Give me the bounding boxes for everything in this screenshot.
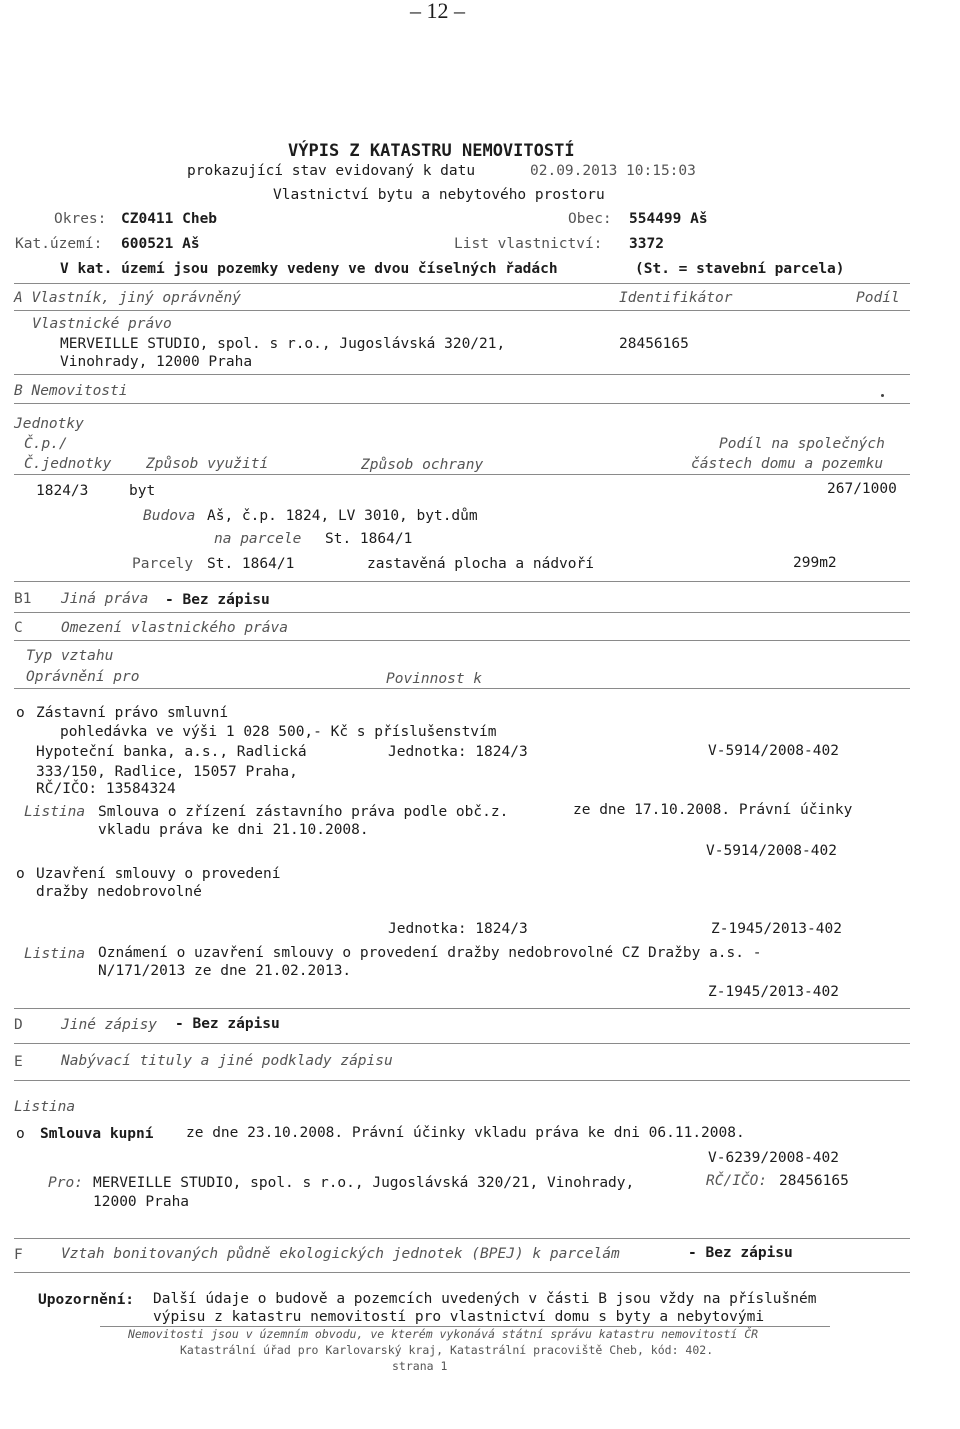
col-use: Způsob využití: [146, 456, 269, 472]
for-label: Pro:: [48, 1175, 83, 1191]
lien-doc-line-2: vkladu práva ke dni 21.10.2008.: [98, 822, 369, 838]
jurisdiction-note: Nemovitosti jsou v územním obvodu, ve kterém vykonává státní správu katastru nemovitostí ČR: [128, 1327, 759, 1341]
section-e-doc-label: Listina: [14, 1099, 76, 1115]
section-b1-value: - Bez zápisu: [165, 592, 270, 608]
office-line: Katastrální úřad pro Karlovarský kraj, Katastrální pracoviště Cheb, kód: 402.: [180, 1343, 714, 1357]
unit-number: 1824/3: [36, 483, 89, 499]
divider: [14, 612, 910, 613]
page-number: – 12 –: [410, 0, 465, 23]
bullet: o: [16, 866, 25, 882]
scan-speck: [881, 394, 884, 397]
lien-doc-line-1: Smlouva o zřízení zástavního práva podle obč.z.: [98, 804, 509, 820]
document-title: VÝPIS Z KATASTRU NEMOVITOSTÍ: [288, 141, 575, 161]
okres-value: CZ0411 Cheb: [121, 211, 218, 227]
divider: [14, 1080, 910, 1081]
auction-ref: Z-1945/2013-402: [711, 921, 842, 937]
col-share-1: Podíl na společných: [719, 436, 885, 452]
parcel-label: na parcele: [214, 531, 302, 547]
col-cp: Č.p./: [24, 436, 68, 452]
auction-title-1: Uzavření smlouvy o provedení: [36, 866, 281, 882]
ico-value: 28456165: [779, 1173, 849, 1189]
lien-title: Zástavní právo smluvní: [36, 705, 229, 721]
divider: [14, 640, 910, 641]
divider: [14, 688, 910, 689]
warning-line-1: Další údaje o budově a pozemcích uvedených v části B jsou vždy na příslušném: [153, 1291, 817, 1307]
divider: [14, 581, 910, 582]
section-b1-letter: B1: [14, 591, 32, 607]
lien-doc-label: Listina: [24, 804, 86, 820]
page-label: strana 1: [392, 1359, 448, 1373]
lv-value: 3372: [629, 236, 664, 252]
section-d-value: - Bez zápisu: [175, 1016, 280, 1032]
subtitle-label: prokazující stav evidovaný k datu: [187, 163, 476, 179]
numbering-note-abbr: (St. = stavební parcela): [635, 261, 845, 277]
section-b-heading: B Nemovitosti: [14, 383, 128, 399]
okres-label: Okres:: [54, 211, 107, 227]
section-d-heading: Jiné zápisy: [61, 1017, 158, 1033]
lien-creditor: Hypoteční banka, a.s., Radlická: [36, 744, 307, 760]
purchase-ref: V-6239/2008-402: [708, 1150, 839, 1166]
section-e-heading: Nabývací tituly a jiné podklady zápisu: [61, 1053, 393, 1069]
purchase-details: ze dne 23.10.2008. Právní účinky vkladu práva ke dni 06.11.2008.: [186, 1125, 745, 1141]
obec-label: Obec:: [568, 211, 612, 227]
unit-share: 267/1000: [827, 481, 897, 497]
divider: [14, 283, 910, 284]
kat-label: Kat.území:: [15, 236, 103, 252]
section-f-letter: F: [14, 1247, 23, 1263]
parcels-label: Parcely: [132, 556, 194, 572]
parcel-value: St. 1864/1: [325, 531, 413, 547]
divider: [14, 374, 910, 375]
col-entitled: Oprávnění pro: [26, 669, 140, 685]
bullet: o: [16, 705, 25, 721]
col-share-2: částech domu a pozemku: [691, 456, 884, 472]
obec-value: 554499 Aš: [629, 211, 708, 227]
auction-doc-ref: Z-1945/2013-402: [708, 984, 839, 1000]
lien-ico: RČ/IČO: 13584324: [36, 781, 176, 797]
section-a-subheading: Vlastnické právo: [32, 316, 172, 332]
owner-line-1: MERVEILLE STUDIO, spol. s r.o., Jugoslávská 320/21,: [60, 336, 506, 352]
col-share: Podíl: [856, 290, 900, 306]
auction-title-2: dražby nedobrovolné: [36, 884, 202, 900]
warning-label: Upozornění:: [38, 1292, 135, 1308]
col-identifier: Identifikátor: [619, 290, 733, 306]
section-b1-heading: Jiná práva: [61, 591, 149, 607]
kat-value: 600521 Aš: [121, 236, 200, 252]
owner-line-2: Vinohrady, 12000 Praha: [60, 354, 253, 370]
divider: [14, 1272, 910, 1273]
owner-identifier: 28456165: [619, 336, 689, 352]
parcels-area: 299m2: [793, 555, 837, 571]
ico-label: RČ/IČO:: [706, 1173, 768, 1189]
section-a-heading: A Vlastník, jiný oprávněný: [14, 290, 241, 306]
lien-address: 333/150, Radlice, 15057 Praha,: [36, 764, 298, 780]
for-line-2: 12000 Praha: [93, 1194, 190, 1210]
building-label: Budova: [143, 508, 196, 524]
parcels-value: St. 1864/1: [207, 556, 295, 572]
section-e-letter: E: [14, 1054, 23, 1070]
divider: [14, 310, 910, 311]
col-relation-type: Typ vztahu: [26, 648, 114, 664]
building-value: Aš, č.p. 1824, LV 3010, byt.dům: [207, 508, 478, 524]
col-protection: Způsob ochrany: [361, 457, 484, 473]
section-f-value: - Bez zápisu: [688, 1245, 793, 1261]
divider: [14, 474, 910, 475]
extract-date: 02.09.2013 10:15:03: [530, 163, 696, 179]
lien-ref: V-5914/2008-402: [708, 743, 839, 759]
divider: [14, 1238, 910, 1239]
auction-doc-line-1: Oznámení o uzavření smlouvy o provedení dražby nedobrovolné CZ Dražby a.s. -: [98, 945, 762, 961]
divider: [14, 1008, 910, 1009]
lien-doc-ref: V-5914/2008-402: [706, 843, 837, 859]
unit-use: byt: [129, 483, 156, 499]
col-obligation: Povinnost k: [386, 671, 483, 687]
section-d-letter: D: [14, 1017, 23, 1033]
col-unit: Č.jednotky: [24, 456, 112, 472]
ownership-type: Vlastnictví bytu a nebytového prostoru: [273, 187, 605, 203]
section-c-heading: Omezení vlastnického práva: [61, 620, 288, 636]
divider: [14, 403, 910, 404]
lien-unit: Jednotka: 1824/3: [388, 744, 528, 760]
auction-unit: Jednotka: 1824/3: [388, 921, 528, 937]
numbering-note: V kat. území jsou pozemky vedeny ve dvou číselných řadách: [60, 261, 558, 277]
section-f-heading: Vztah bonitovaných půdně ekologických jednotek (BPEJ) k parcelám: [61, 1246, 620, 1262]
units-subheading: Jednotky: [14, 416, 84, 432]
lien-claim: pohledávka ve výši 1 028 500,- Kč s příslušenstvím: [60, 724, 497, 740]
warning-line-2: výpisu z katastru nemovitostí pro vlastnictví domu s byty a nebytovými: [153, 1309, 765, 1325]
lv-label: List vlastnictví:: [454, 236, 603, 252]
lien-doc-line-1b: ze dne 17.10.2008. Právní účinky: [573, 802, 853, 818]
auction-doc-label: Listina: [24, 946, 86, 962]
section-c-letter: C: [14, 620, 23, 636]
divider: [14, 1043, 910, 1044]
parcels-type: zastavěná plocha a nádvoří: [367, 556, 594, 572]
purchase-title: Smlouva kupní: [40, 1126, 154, 1142]
for-value: MERVEILLE STUDIO, spol. s r.o., Jugoslávská 320/21, Vinohrady,: [93, 1175, 635, 1191]
auction-doc-line-2: N/171/2013 ze dne 21.02.2013.: [98, 963, 352, 979]
bullet: o: [16, 1126, 25, 1142]
